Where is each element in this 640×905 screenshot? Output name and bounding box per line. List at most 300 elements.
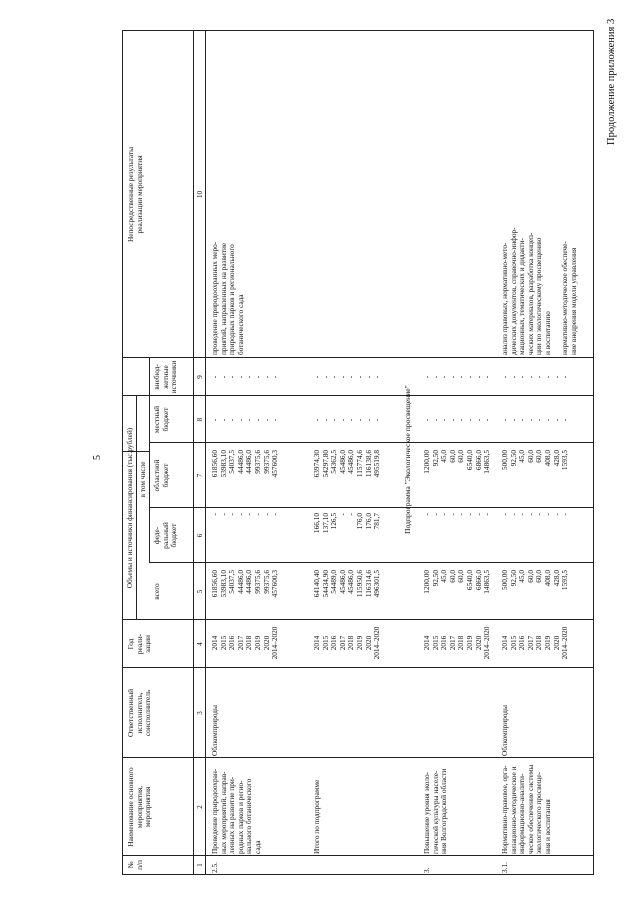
header-reg-line: областной <box>152 459 161 492</box>
row-total-value: 64140,40 <box>312 570 321 598</box>
header-result <box>127 31 144 358</box>
row-years-value: 2020 <box>473 635 483 651</box>
row-total-value: 60,0 <box>525 570 535 583</box>
row-result <box>313 35 322 355</box>
row-regional <box>313 450 382 506</box>
row-result-line: приятий, направленных на развитие <box>218 242 228 355</box>
budget-table <box>122 30 594 875</box>
row-name-line: информационно-аналити- <box>517 773 527 854</box>
header-no-line: № <box>126 861 135 869</box>
row-years-value: 2019 <box>354 635 364 651</box>
row-responsible <box>501 670 510 756</box>
row-result <box>501 35 578 355</box>
row-local-value: - <box>372 418 382 422</box>
row-fed-value: - <box>456 513 466 516</box>
row-total-value: 99375,6 <box>261 570 271 594</box>
row-years-value: 2019 <box>464 635 474 651</box>
row-name-line: ленных на развитие при- <box>227 776 237 854</box>
row-regional-value: 6540,0 <box>464 450 474 471</box>
column-number: 7 <box>195 473 204 478</box>
header-responsible-line: исполнитель, <box>134 692 144 734</box>
row-fed-value: - <box>464 513 474 516</box>
row-fed <box>501 513 570 561</box>
row-responsible <box>211 670 220 756</box>
row-years-value: 2017 <box>235 635 245 651</box>
row-fed-value: - <box>270 513 280 516</box>
row-years-value: 2018 <box>456 635 466 651</box>
row-name-line: Проведение природоохран- <box>210 768 219 854</box>
row-fed-value: - <box>525 513 535 516</box>
row-extra-value: - <box>525 375 535 379</box>
row-extra-value: - <box>261 375 271 379</box>
row-fed-value: - <box>517 513 527 516</box>
row-total-value: 45,0 <box>517 570 527 583</box>
row-local-value: - <box>430 418 440 422</box>
row-years <box>313 622 382 664</box>
row-local-value: - <box>320 418 330 422</box>
header-name-line: Наименование основного <box>126 767 135 847</box>
row-responsible-line: Облкомприроды <box>210 705 219 756</box>
row-regional-value: 54297,80 <box>320 450 330 478</box>
header-fed-line: ральный <box>160 522 170 549</box>
header-result-line: Непосредственные результаты <box>126 147 135 242</box>
row-local-value: - <box>508 418 518 422</box>
row-extra <box>423 360 492 394</box>
row-local-value: - <box>218 418 228 422</box>
page-number: 5 <box>92 455 103 460</box>
row-number <box>313 856 322 873</box>
row-years-value: 2014 <box>312 635 321 651</box>
row-regional-value: 14863,5 <box>482 450 492 474</box>
row-regional-value: 44486,0 <box>235 450 245 474</box>
row-name-line: ния и воспитания <box>542 799 552 854</box>
header-name-line: мероприятия <box>143 786 153 828</box>
row-fed-value: - <box>422 513 431 516</box>
header-responsible <box>127 668 153 758</box>
row-responsible <box>313 670 322 756</box>
row-local-value: - <box>447 418 457 422</box>
row-extra <box>211 360 280 394</box>
row-total-value: 14863,5 <box>482 570 492 594</box>
header-responsible-line: Ответственный <box>126 688 135 738</box>
header-incl: в том числе <box>138 461 147 498</box>
row-total-value: 61856,60 <box>210 570 219 598</box>
row-name-line: ния Волгоградской области <box>439 768 449 854</box>
column-number: 10 <box>195 190 204 199</box>
header-extra-line: жетные <box>160 365 170 389</box>
row-extra-value: - <box>218 375 228 379</box>
row-regional-value: 457600,3 <box>270 450 280 478</box>
row-regional-value: 495519,8 <box>372 450 382 478</box>
row-extra-value: - <box>500 375 509 379</box>
row-years-value: 2014 <box>210 635 219 651</box>
row-name-line: сада <box>252 840 262 854</box>
row-extra-value: - <box>372 375 382 379</box>
header-loc <box>153 396 170 443</box>
row-fed-value: - <box>551 513 561 516</box>
column-number: 5 <box>195 589 204 594</box>
row-years <box>423 622 492 664</box>
row-total-value: 45486,0 <box>337 570 347 594</box>
row-fed-value: - <box>447 513 457 516</box>
row-total-value: 60,0 <box>447 570 457 583</box>
header-year-line: Год <box>126 638 135 650</box>
row-local-value: - <box>346 418 356 422</box>
row-local-value: - <box>337 418 347 422</box>
header-total: всего <box>152 583 161 600</box>
row-name-line: гической культуры населе- <box>430 770 440 854</box>
row-regional-value: 60,0 <box>525 450 535 463</box>
column-number: 3 <box>195 711 204 715</box>
row-total-value: 6540,0 <box>464 570 474 591</box>
row-regional-value: 500,00 <box>500 450 509 471</box>
row-local-value: - <box>517 418 527 422</box>
row-total-value: 92,50 <box>508 570 518 587</box>
row-extra <box>501 360 570 394</box>
row-local <box>211 399 280 441</box>
row-local-value: - <box>227 418 237 422</box>
row-regional-value: 60,0 <box>456 450 466 463</box>
row-name-line: Итого по подпрограмме <box>312 779 321 854</box>
row-years-value: 2020 <box>551 635 561 651</box>
row-extra-value: - <box>337 375 347 379</box>
header-fed-line: феде- <box>152 526 161 545</box>
row-fed-value: 176,0 <box>363 513 373 530</box>
row-total-value: 500,00 <box>500 570 509 591</box>
row-extra-value: - <box>329 375 339 379</box>
row-fed-value: - <box>210 513 219 516</box>
row-fed-value: - <box>542 513 552 516</box>
row-extra-value: - <box>430 375 440 379</box>
row-fed-value: 781,7 <box>372 513 382 530</box>
row-fed-value: - <box>473 513 483 516</box>
row-extra-value: - <box>210 375 219 379</box>
row-total-value: 54489,0 <box>329 570 339 594</box>
row-local-value: - <box>363 418 373 422</box>
header-name-line: мероприятия, <box>134 785 144 829</box>
row-regional-value: 44486,0 <box>244 450 254 474</box>
row-number-line <box>313 856 322 873</box>
header-no <box>127 856 144 874</box>
row-regional-value: 99375,6 <box>261 450 271 474</box>
row-result-line: нормативно-методическое обеспече- <box>560 241 570 355</box>
row-extra-value: - <box>534 375 544 379</box>
row-extra-value: - <box>508 375 518 379</box>
row-name <box>313 760 322 854</box>
row-total-value: 116314,6 <box>363 570 373 598</box>
row-total <box>423 570 492 618</box>
row-local <box>313 399 382 441</box>
column-number: 8 <box>195 417 204 422</box>
row-fed-value: - <box>261 513 271 516</box>
row-fed-value: - <box>244 513 254 516</box>
row-regional-value: 408,0 <box>542 450 552 467</box>
column-number: 4 <box>195 642 204 646</box>
row-regional <box>211 450 280 506</box>
row-name-line: Нормативно-правовое, орга- <box>500 765 509 854</box>
row-local-value: - <box>473 418 483 422</box>
row-years-value: 2014 <box>422 635 431 651</box>
row-regional-value: 428,0 <box>551 450 561 467</box>
row-years-value: 2014–2020 <box>482 626 492 660</box>
row-years-value: 2018 <box>346 635 356 651</box>
row-result-line: ботанического сада <box>235 294 245 355</box>
row-local <box>501 399 570 441</box>
row-result-line: дических документов, справочно-инфор- <box>508 227 518 355</box>
row-years-value: 2014–2020 <box>270 626 280 660</box>
row-total-value: 457600,3 <box>270 570 280 598</box>
row-local-value: - <box>542 418 552 422</box>
row-years-value: 2016 <box>227 635 237 651</box>
row-years <box>211 622 280 664</box>
row-number <box>211 856 220 873</box>
row-regional <box>423 450 492 506</box>
row-total <box>313 570 382 618</box>
row-years-value: 2016 <box>517 635 527 651</box>
row-total-value: 53983,10 <box>218 570 228 598</box>
row-years <box>501 622 570 664</box>
row-result-line: проведение природоохранных меро- <box>210 241 219 355</box>
row-responsible-line <box>423 670 432 756</box>
row-total-value: 99375,6 <box>252 570 262 594</box>
row-regional-value: 45,0 <box>439 450 449 463</box>
row-extra-value: - <box>227 375 237 379</box>
header-loc-line: местный <box>152 405 161 434</box>
row-total <box>211 570 280 618</box>
row-regional-value: 116138,6 <box>363 450 373 478</box>
row-regional-value: 60,0 <box>447 450 457 463</box>
row-result-line: мационных, тематических и дидакти- <box>517 238 527 355</box>
header-fed <box>153 508 179 563</box>
column-number: 9 <box>195 375 204 379</box>
row-total-value: 54037,5 <box>227 570 237 594</box>
row-result-line: и воспитанию <box>542 311 552 355</box>
row-extra-value: - <box>551 375 561 379</box>
row-total-value: 1593,5 <box>560 570 570 591</box>
row-regional <box>501 450 570 506</box>
header-fed-line: бюджет <box>169 523 179 548</box>
row-extra-value: - <box>560 375 570 379</box>
row-years-value: 2019 <box>542 635 552 651</box>
row-regional-value: 6866,0 <box>473 450 483 471</box>
row-total-value: 428,0 <box>551 570 561 587</box>
row-total-value: 44486,0 <box>244 570 254 594</box>
header-name <box>127 758 153 856</box>
row-fed-value: - <box>534 513 544 516</box>
row-name-line: ных мероприятий, направ- <box>218 771 228 854</box>
row-regional-value: 99375,6 <box>252 450 262 474</box>
row-years-value: 2020 <box>261 635 271 651</box>
row-years-value: 2018 <box>534 635 544 651</box>
row-fed-value: 166,10 <box>312 513 321 534</box>
row-total-value: 54434,90 <box>320 570 330 598</box>
row-local-value: - <box>329 418 339 422</box>
row-name <box>501 760 553 854</box>
row-local-value: - <box>312 418 321 422</box>
row-fed-value: 137,10 <box>320 513 330 534</box>
row-regional-value: 1200,00 <box>422 450 431 474</box>
row-extra-value: - <box>346 375 356 379</box>
row-number-line: 3. <box>422 867 431 873</box>
header-loc-line: бюджет <box>160 407 170 432</box>
row-regional-value: 92,50 <box>430 450 440 467</box>
row-years-value: 2017 <box>525 635 535 651</box>
row-result-line: ние внедрения модели управления <box>568 247 578 355</box>
row-fed-value: - <box>482 513 492 516</box>
row-regional-value: 53983,10 <box>218 450 228 478</box>
row-responsible-line <box>313 670 322 756</box>
subprogram-title: Подпрограмма "Экологическое просвещение" <box>403 385 412 534</box>
row-result <box>211 35 245 355</box>
header-reg <box>153 443 170 508</box>
row-local-value: - <box>525 418 535 422</box>
row-local-value: - <box>534 418 544 422</box>
row-years-value: 2016 <box>329 635 339 651</box>
row-extra-value: - <box>320 375 330 379</box>
header-no-line: п/п <box>134 860 144 870</box>
row-local-value: - <box>235 418 245 422</box>
row-fed <box>211 513 280 561</box>
row-local-value: - <box>270 418 280 422</box>
row-regional-value: 45,0 <box>517 450 527 463</box>
row-extra-value: - <box>354 375 364 379</box>
header-volumes: Объемы и источники финансирования (тыс.рублей) <box>125 427 134 589</box>
row-fed-value: - <box>508 513 518 516</box>
header-extra <box>153 358 179 396</box>
row-number-line: 2.5. <box>210 862 219 873</box>
row-name-line: Повышение уровня эколо- <box>422 771 431 854</box>
row-result-line: анализ правовых, нормативно-мето- <box>500 242 509 355</box>
appendix-label: Продолжение приложения 3 <box>606 18 617 145</box>
row-years-value: 2018 <box>244 635 254 651</box>
row-extra <box>313 360 382 394</box>
row-total-value: 6866,0 <box>473 570 483 591</box>
row-local-value: - <box>210 418 219 422</box>
row-total <box>501 570 570 618</box>
row-fed-value: 126,5 <box>329 513 339 530</box>
row-total-value: 60,0 <box>534 570 544 583</box>
header-year-line: зации <box>143 635 153 653</box>
row-total-value: 1200,00 <box>422 570 431 594</box>
row-result-line: природных парков и регионального <box>227 244 237 355</box>
row-extra-value: - <box>439 375 449 379</box>
row-name <box>423 760 449 854</box>
row-local-value: - <box>456 418 466 422</box>
row-extra-value: - <box>270 375 280 379</box>
row-extra-value: - <box>473 375 483 379</box>
row-name <box>211 760 263 854</box>
header-year-line: реали- <box>134 633 144 655</box>
row-regional-value: 1593,5 <box>560 450 570 471</box>
row-fed-value: - <box>235 513 245 516</box>
row-regional-value: 115774,6 <box>354 450 364 478</box>
row-name-line: низационно-методическое и <box>508 766 518 854</box>
row-name-line: ческое обеспечение системы <box>525 764 535 854</box>
row-local-value: - <box>551 418 561 422</box>
row-local-value: - <box>354 418 364 422</box>
row-local <box>423 399 492 441</box>
row-local-value: - <box>500 418 509 422</box>
row-local-value: - <box>482 418 492 422</box>
row-regional-value: 61856,60 <box>210 450 219 478</box>
row-result-line: ции по экологическому просвещению <box>534 237 544 355</box>
row-fed-value: - <box>218 513 228 516</box>
row-extra-value: - <box>447 375 457 379</box>
row-number <box>423 856 432 873</box>
row-fed <box>313 513 382 561</box>
row-years-value: 2017 <box>337 635 347 651</box>
header-responsible-line: соисполнитель <box>143 689 153 737</box>
row-regional-value: 54362,5 <box>329 450 339 474</box>
row-fed-value: - <box>337 513 347 516</box>
header-reg-line: бюджет <box>160 463 170 488</box>
row-responsible <box>423 670 432 756</box>
row-result <box>423 35 432 355</box>
row-fed-value: - <box>430 513 440 516</box>
row-extra-value: - <box>312 375 321 379</box>
column-number: 1 <box>195 863 204 867</box>
row-fed-value: - <box>252 513 262 516</box>
row-years-value: 2019 <box>252 635 262 651</box>
header-extra-line: внебюд- <box>152 364 161 390</box>
row-fed <box>423 513 492 561</box>
row-fed-value: - <box>439 513 449 516</box>
row-years-value: 2015 <box>218 635 228 651</box>
row-fed-value: - <box>227 513 237 516</box>
row-local-value: - <box>422 418 431 422</box>
row-fed-value: - <box>346 513 356 516</box>
row-local-value: - <box>244 418 254 422</box>
row-years-value: 2017 <box>447 635 457 651</box>
row-total-value: 45,0 <box>439 570 449 583</box>
row-local-value: - <box>464 418 474 422</box>
row-extra-value: - <box>252 375 262 379</box>
row-years-value: 2014 <box>500 635 509 651</box>
row-years-value: 2014–2020 <box>560 626 570 660</box>
row-number <box>501 856 510 873</box>
row-total-value: 408,0 <box>542 570 552 587</box>
row-local-value: - <box>439 418 449 422</box>
row-years-value: 2015 <box>430 635 440 651</box>
column-number: 2 <box>195 805 204 809</box>
row-extra-value: - <box>464 375 474 379</box>
row-total-value: 44486,0 <box>235 570 245 594</box>
row-years-value: 2020 <box>363 635 373 651</box>
row-years-value: 2015 <box>320 635 330 651</box>
row-extra-value: - <box>482 375 492 379</box>
row-regional-value: 92,50 <box>508 450 518 467</box>
row-years-value: 2014–2020 <box>372 626 382 660</box>
row-extra-value: - <box>422 375 431 379</box>
row-extra-value: - <box>542 375 552 379</box>
row-extra-value: - <box>456 375 466 379</box>
row-total-value: 60,0 <box>456 570 466 583</box>
column-number: 6 <box>195 533 204 538</box>
row-fed-value: 176,0 <box>354 513 364 530</box>
row-result-line <box>313 35 322 355</box>
row-extra-value: - <box>235 375 245 379</box>
row-regional-value: 45486,0 <box>337 450 347 474</box>
row-name-line: родных парков и регио- <box>235 780 245 854</box>
row-fed-value: - <box>560 513 570 516</box>
row-total-value: 45486,0 <box>346 570 356 594</box>
row-result-line <box>423 35 432 355</box>
row-local-value: - <box>560 418 570 422</box>
row-name-line: экологического просвеще- <box>534 771 544 854</box>
header-extra-line: источники <box>169 360 179 394</box>
row-total-value: 92,50 <box>430 570 440 587</box>
row-years-value: 2016 <box>439 635 449 651</box>
